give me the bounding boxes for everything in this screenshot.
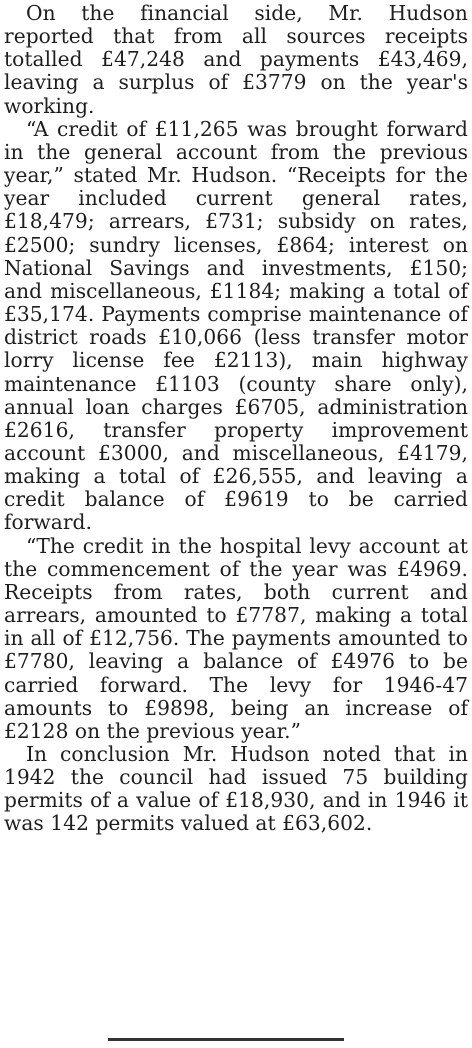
article-column — [4, 2, 468, 836]
article-paragraph-4: In conclusion Mr. Hudson noted that in 1942 the council had issued 75 building permits of a value of £18,930, and in 1946 it was 142 permits valued at £63,602. — [4, 742, 468, 836]
article-paragraph-1: On the financial side, Mr. Hudson reported that from all sources receipts totalled £47,248 and payments £43,469, leaving a surplus of £3779 on the year's working. — [4, 1, 468, 118]
article-paragraph-3: “The credit in the hospital levy account at the commencement of the year was £4969. Receipts from rates, both current and arrears, amounted to £7787, making a total in all of £12,756. The payments amounted to £7780, leaving a balance of £4976 to be carried forward. The levy for 1946-47 amounts to £9898, being an increase of £2128 on the previous year.” — [4, 533, 468, 743]
column-end-rule — [108, 1038, 344, 1041]
article-paragraph-2: “A credit of £11,265 was brought forward in the general account from the previous year,” stated Mr. Hudson. “Receipts for the year included current general rates, £18,479; arrears, £731; subsidy on rates, £2500; sundry licenses, £864; interest on National Savings and investments, £150; and miscellaneous, £1184; making a total of £35,174. Payments comprise maintenance of district roads £10,066 (less transfer motor lorry license fee £2113), main highway maintenance £1103 (county share only), annual loan charges £6705, administration £2616, transfer property improvement account £3000, and miscellaneous, £4179, making a total of £26,555, and leaving a credit balance of £9619 to be carried forward. — [4, 116, 468, 535]
